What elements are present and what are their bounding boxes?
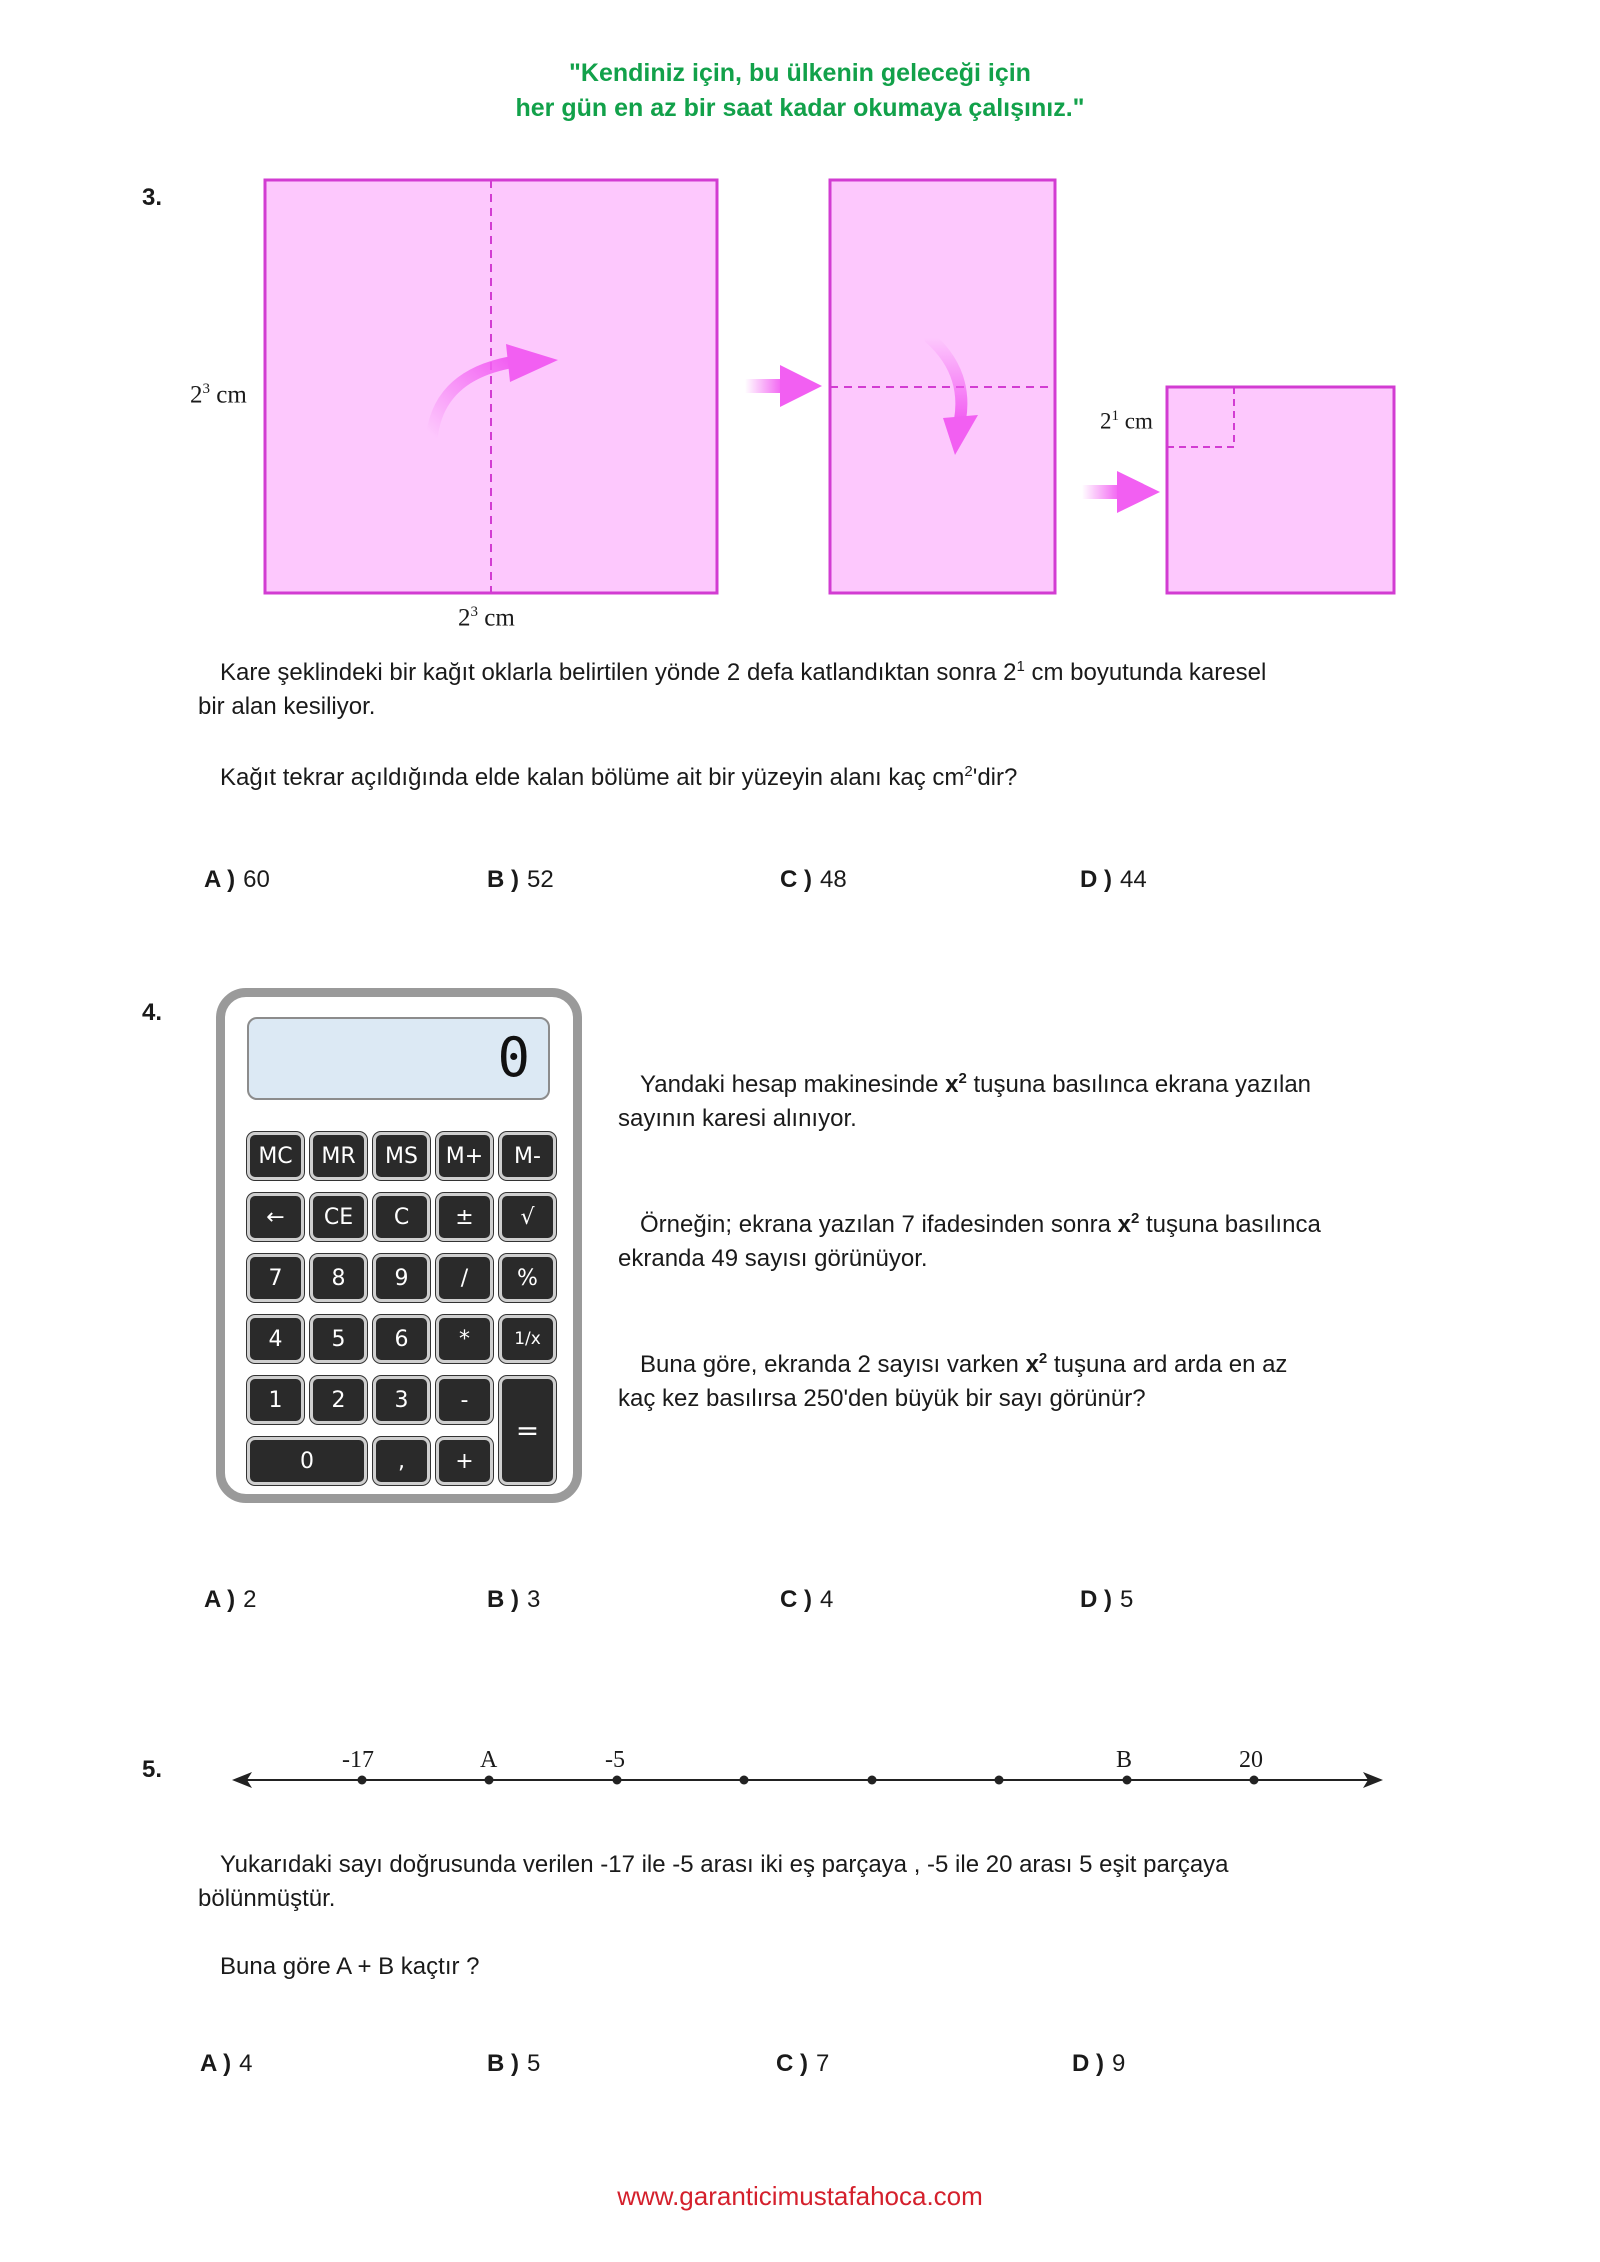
paragraph-part: Örneğin; ekrana yazılan 7 ifadesinden sonra xyxy=(640,1211,1118,1238)
paper-folding-figure xyxy=(0,0,1600,640)
x-squared-exponent: 2 xyxy=(958,1070,967,1087)
key-c[interactable]: C xyxy=(373,1193,430,1241)
option-letter: D ) xyxy=(1072,2050,1104,2077)
point-b xyxy=(1123,1776,1132,1785)
option-value: 52 xyxy=(527,866,554,893)
key-m-minus[interactable]: M- xyxy=(499,1132,556,1180)
option-value: 5 xyxy=(527,2050,541,2077)
key-mc[interactable]: MC xyxy=(247,1132,304,1180)
point-10 xyxy=(995,1776,1004,1785)
x-squared-key-text: x xyxy=(945,1071,959,1098)
option-letter: D ) xyxy=(1080,866,1112,893)
q4-option-d[interactable] xyxy=(1080,1586,1133,1614)
option-letter: B ) xyxy=(487,866,519,893)
point-minus-5 xyxy=(613,1776,622,1785)
q5-option-b[interactable] xyxy=(487,2050,540,2078)
q4-option-c[interactable] xyxy=(780,1586,833,1614)
point-a xyxy=(485,1776,494,1785)
key-5[interactable]: 5 xyxy=(310,1315,367,1363)
option-value: 44 xyxy=(1120,866,1147,893)
point-20 xyxy=(1250,1776,1259,1785)
footer-website-link[interactable]: www.garanticimustafahoca.com xyxy=(617,2181,983,2211)
label-exponent: 1 xyxy=(1111,408,1119,424)
paragraph-line-2: kaç kez basılırsa 250'den büyük bir sayı görünür? xyxy=(618,1385,1146,1412)
question-4-paragraph-2 xyxy=(618,1208,1438,1276)
option-letter: C ) xyxy=(776,2050,808,2077)
option-value: 4 xyxy=(820,1586,834,1613)
key-reciprocal[interactable]: 1/x xyxy=(499,1315,556,1363)
option-letter: B ) xyxy=(487,1586,519,1613)
question-4-paragraph-3 xyxy=(618,1348,1438,1416)
key-ms[interactable]: MS xyxy=(373,1132,430,1180)
label-unit: cm xyxy=(210,381,247,409)
key-7[interactable]: 7 xyxy=(247,1254,304,1302)
label-unit: cm xyxy=(1119,408,1153,434)
paragraph-part: tuşuna basılınca xyxy=(1139,1211,1321,1238)
label-base: 2 xyxy=(1100,408,1112,434)
x-squared-key-text: x xyxy=(1025,1351,1039,1378)
option-value: 2 xyxy=(243,1586,257,1613)
cut-size-label xyxy=(1100,408,1153,435)
key-3[interactable]: 3 xyxy=(373,1376,430,1424)
key-mr[interactable]: MR xyxy=(310,1132,367,1180)
key-multiply[interactable]: * xyxy=(436,1315,493,1363)
option-letter: B ) xyxy=(487,2050,519,2077)
option-value: 3 xyxy=(527,1586,541,1613)
label-base: 2 xyxy=(190,381,203,409)
option-value: 5 xyxy=(1120,1586,1134,1613)
q5-option-a[interactable] xyxy=(200,2050,252,2078)
key-ce[interactable]: CE xyxy=(310,1193,367,1241)
x-squared-exponent: 2 xyxy=(1131,1210,1140,1227)
option-value: 48 xyxy=(820,866,847,893)
right-arrow-icon-2 xyxy=(1117,471,1160,513)
paragraph-part: tuşuna basılınca ekrana yazılan xyxy=(966,1071,1312,1098)
x-squared-key-text: x xyxy=(1117,1211,1131,1238)
point-5 xyxy=(868,1776,877,1785)
option-value: 7 xyxy=(816,2050,830,2077)
option-letter: D ) xyxy=(1080,1586,1112,1613)
screen-value: 0 xyxy=(497,1026,530,1089)
question-4-paragraph-1 xyxy=(618,1068,1438,1136)
key-equals[interactable]: = xyxy=(499,1376,556,1485)
key-6[interactable]: 6 xyxy=(373,1315,430,1363)
option-value: 9 xyxy=(1112,2050,1126,2077)
calculator-screen xyxy=(247,1017,550,1100)
question-5-statement xyxy=(198,1848,1438,1916)
key-8[interactable]: 8 xyxy=(310,1254,367,1302)
statement-line-2: bölünmüştür. xyxy=(198,1885,336,1912)
number-line xyxy=(0,1740,1600,1810)
question-part: 'dir? xyxy=(972,764,1018,791)
question-4-number: 4. xyxy=(142,999,163,1026)
statement-part: Kare şeklindeki bir kağıt oklarla belirtilen yönde 2 defa katlandıktan sonra 2 xyxy=(220,659,1017,686)
calculator xyxy=(216,988,582,1503)
key-m-plus[interactable]: M+ xyxy=(436,1132,493,1180)
question-part: Kağıt tekrar açıldığında elde kalan bölüme ait bir yüzeyin alanı kaç cm xyxy=(220,764,965,791)
q3-option-c[interactable] xyxy=(780,866,847,894)
q3-option-b[interactable] xyxy=(487,866,554,894)
statement-line-2: bir alan kesiliyor. xyxy=(198,693,376,720)
key-percent[interactable]: % xyxy=(499,1254,556,1302)
key-divide[interactable]: / xyxy=(436,1254,493,1302)
statement-exponent: 1 xyxy=(1016,658,1025,675)
question-exponent: 2 xyxy=(964,763,973,780)
key-0[interactable]: 0 xyxy=(247,1437,367,1485)
question-3-question xyxy=(220,761,1017,795)
option-value: 4 xyxy=(239,2050,253,2077)
question-3-statement xyxy=(198,656,1438,724)
key-backspace[interactable]: ← xyxy=(247,1193,304,1241)
question-5-question: Buna göre A + B kaçtır ? xyxy=(220,1953,480,1980)
side-length-label-left xyxy=(190,381,247,409)
key-9[interactable]: 9 xyxy=(373,1254,430,1302)
paragraph-part: Buna göre, ekranda 2 sayısı varken xyxy=(640,1351,1026,1378)
key-sqrt[interactable]: √ xyxy=(499,1193,556,1241)
label-b: B xyxy=(1116,1747,1133,1773)
option-letter: A ) xyxy=(204,866,236,893)
question-5-number: 5. xyxy=(142,1756,163,1783)
paragraph-line-2: ekranda 49 sayısı görünüyor. xyxy=(618,1245,928,1272)
label-exponent: 3 xyxy=(470,604,478,620)
paragraph-part: Yandaki hesap makinesinde xyxy=(640,1071,946,1098)
option-letter: C ) xyxy=(780,1586,812,1613)
q3-option-a[interactable] xyxy=(204,866,270,894)
label-exponent: 3 xyxy=(202,381,210,397)
label-a: A xyxy=(480,1747,498,1773)
folded-quarter-square xyxy=(1167,387,1394,593)
q4-option-a[interactable] xyxy=(204,1586,256,1614)
q5-option-d[interactable] xyxy=(1072,2050,1125,2078)
key-4[interactable]: 4 xyxy=(247,1315,304,1363)
side-length-label-bottom xyxy=(458,604,515,632)
q3-option-d[interactable] xyxy=(1080,866,1147,894)
motto-line-1: "Kendiniz için, bu ülkenin geleceği için xyxy=(569,59,1031,87)
option-value: 60 xyxy=(243,866,270,893)
statement-part: cm boyutunda karesel xyxy=(1024,659,1267,686)
label-20: 20 xyxy=(1239,1747,1263,1773)
q4-option-b[interactable] xyxy=(487,1586,540,1614)
key-plus-minus[interactable]: ± xyxy=(436,1193,493,1241)
key-minus[interactable]: - xyxy=(436,1376,493,1424)
paragraph-line-2: sayının karesi alınıyor. xyxy=(618,1105,857,1132)
label-minus-17: -17 xyxy=(342,1747,374,1773)
label-minus-5: -5 xyxy=(605,1747,625,1773)
key-comma[interactable]: , xyxy=(373,1437,430,1485)
q5-option-c[interactable] xyxy=(776,2050,829,2078)
key-plus[interactable]: + xyxy=(436,1437,493,1485)
option-letter: A ) xyxy=(200,2050,232,2077)
x-squared-exponent: 2 xyxy=(1038,1350,1048,1367)
label-unit: cm xyxy=(478,604,515,632)
question-3-number: 3. xyxy=(142,184,163,211)
paragraph-part: tuşuna ard arda en az xyxy=(1047,1351,1288,1378)
key-1[interactable]: 1 xyxy=(247,1376,304,1424)
statement-line-1: Yukarıdaki sayı doğrusunda verilen -17 ile -5 arası iki eş parçaya , -5 ile 20 arası 5 eşit parçaya xyxy=(220,1851,1229,1878)
option-letter: C ) xyxy=(780,866,812,893)
option-letter: A ) xyxy=(204,1586,236,1613)
label-base: 2 xyxy=(458,604,471,632)
point-0 xyxy=(740,1776,749,1785)
right-arrow-icon-1 xyxy=(780,365,822,407)
key-2[interactable]: 2 xyxy=(310,1376,367,1424)
point-minus-17 xyxy=(358,1776,367,1785)
motto-line-2: her gün en az bir saat kadar okumaya çalışınız." xyxy=(515,94,1085,122)
